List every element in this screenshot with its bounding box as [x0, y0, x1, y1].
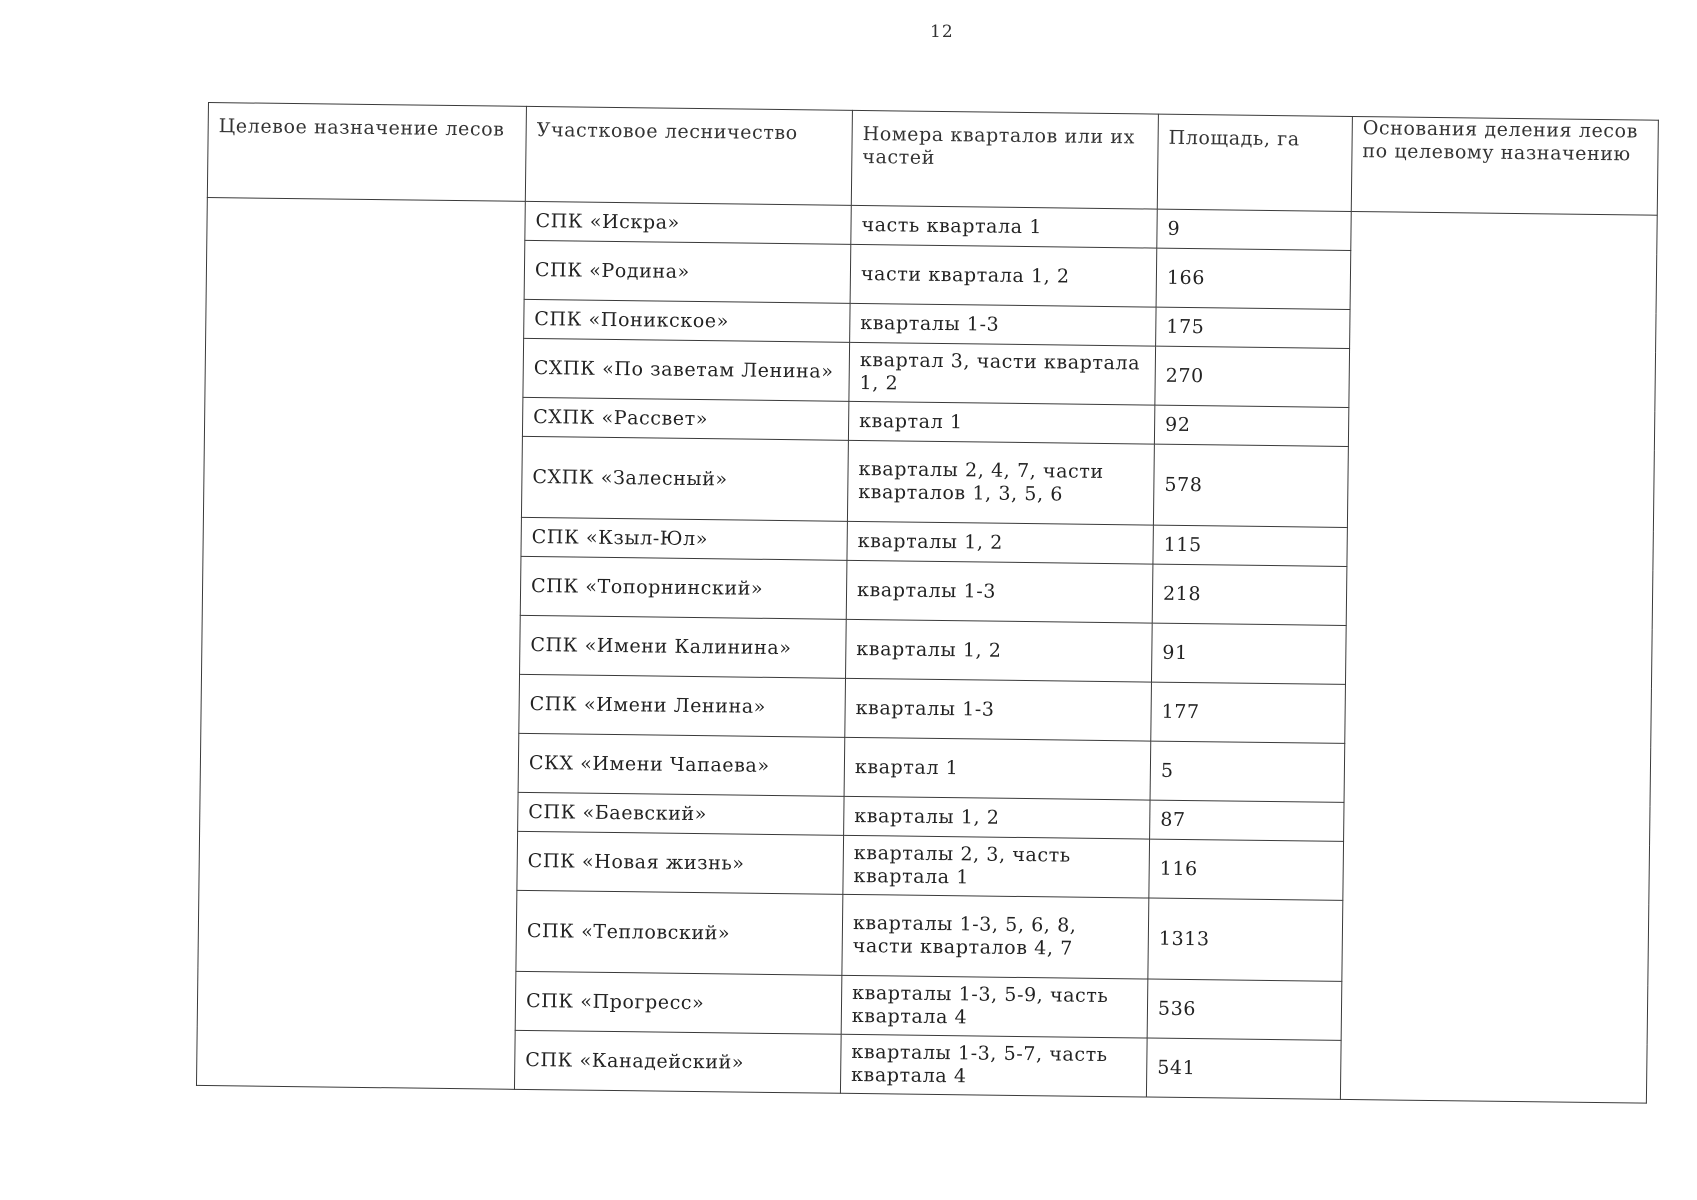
quarters-cell: квартал 3, части квартала 1, 2 — [849, 342, 1156, 405]
district-cell: СХПК «Залесный» — [521, 436, 848, 521]
district-cell: СПК «Прогресс» — [515, 971, 842, 1034]
district-cell: СПК «Баевский» — [518, 792, 844, 835]
quarters-cell: кварталы 1-3 — [850, 303, 1156, 346]
district-cell: СПК «Имени Калинина» — [520, 615, 847, 678]
quarters-cell: кварталы 2, 3, часть квартала 1 — [843, 835, 1150, 898]
area-cell: 9 — [1157, 209, 1351, 250]
area-cell: 536 — [1147, 979, 1342, 1040]
quarters-cell: кварталы 2, 4, 7, части кварталов 1, 3, 5, 6 — [847, 440, 1154, 525]
area-cell: 218 — [1152, 564, 1347, 625]
area-cell: 92 — [1154, 405, 1348, 446]
area-cell: 1313 — [1148, 898, 1343, 981]
quarters-cell: кварталы 1, 2 — [844, 796, 1150, 839]
area-cell: 270 — [1155, 346, 1350, 407]
district-cell: СПК «Канадейский» — [514, 1030, 841, 1093]
district-cell: СПК «Кзыл-Юл» — [521, 517, 847, 560]
district-cell: СПК «Искра» — [525, 201, 851, 244]
page-number: 12 — [930, 22, 954, 42]
area-cell: 115 — [1153, 525, 1347, 566]
basis-cell — [1340, 211, 1657, 1103]
area-cell: 175 — [1156, 307, 1350, 348]
quarters-cell: кварталы 1, 2 — [846, 619, 1153, 682]
area-cell: 177 — [1151, 682, 1346, 743]
district-cell: СПК «Родина» — [524, 240, 851, 303]
header-area: Площадь, га — [1157, 114, 1352, 211]
header-basis: Основания деления лесов по целевому назначению — [1351, 116, 1658, 215]
quarters-cell: кварталы 1-3, 5, 6, 8, части кварталов 4, 7 — [842, 894, 1149, 979]
district-cell: СХПК «По заветам Ленина» — [523, 338, 850, 401]
table-header-row — [207, 103, 1658, 216]
area-cell: 578 — [1153, 444, 1348, 527]
district-cell: СХПК «Рассвет» — [522, 397, 848, 440]
quarters-cell: части квартала 1, 2 — [850, 244, 1157, 307]
quarters-cell: кварталы 1-3, 5-7, часть квартала 4 — [840, 1034, 1147, 1097]
document-sheet — [196, 102, 1658, 1104]
header-purpose: Целевое назначение лесов — [207, 103, 526, 202]
area-cell: 166 — [1156, 248, 1351, 309]
purpose-cell — [196, 197, 525, 1089]
quarters-cell: кварталы 1, 2 — [847, 521, 1153, 564]
area-cell: 87 — [1150, 800, 1344, 841]
quarters-cell: кварталы 1-3 — [845, 678, 1152, 741]
district-cell: СПК «Поникское» — [524, 299, 850, 342]
area-cell: 5 — [1150, 741, 1345, 802]
header-quarters: Номера кварталов или их частей — [851, 110, 1158, 209]
area-cell: 91 — [1151, 623, 1346, 684]
district-cell: СПК «Новая жизнь» — [517, 831, 844, 894]
quarters-cell: часть квартала 1 — [851, 205, 1157, 248]
area-cell: 116 — [1149, 839, 1344, 900]
quarters-cell: кварталы 1-3 — [846, 560, 1153, 623]
district-cell: СКХ «Имени Чапаева» — [518, 733, 845, 796]
forest-division-table — [196, 102, 1659, 1104]
area-cell: 541 — [1146, 1038, 1341, 1099]
quarters-cell: кварталы 1-3, 5-9, часть квартала 4 — [841, 975, 1148, 1038]
quarters-cell: квартал 1 — [844, 737, 1151, 800]
district-cell: СПК «Тепловский» — [516, 890, 843, 975]
header-district: Участковое лесничество — [525, 106, 852, 205]
district-cell: СПК «Имени Ленина» — [519, 674, 846, 737]
quarters-cell: квартал 1 — [848, 401, 1154, 444]
district-cell: СПК «Топорнинский» — [520, 556, 847, 619]
